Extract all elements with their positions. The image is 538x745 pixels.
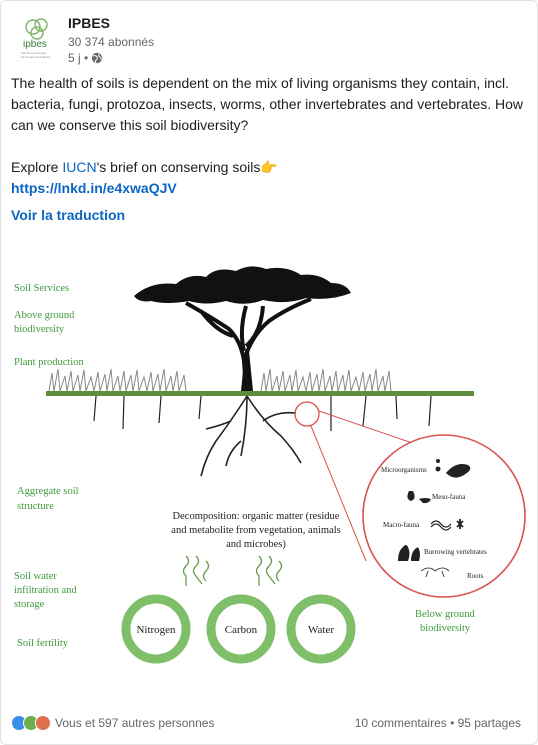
zoom-label-microorganisms: Microorganisms <box>381 466 427 474</box>
post-header <box>13 13 513 63</box>
post-meta <box>68 51 103 65</box>
label-soil-services: Soil Services <box>14 283 70 294</box>
post-link[interactable]: https://lnkd.in/e4xwaQJV <box>11 180 177 196</box>
pointing-hand-icon: 👉 <box>260 159 278 175</box>
decomposition-line-1: Decomposition: organic matter (residue <box>172 511 340 522</box>
label-above-ground: Above ground <box>14 310 75 321</box>
decomposition-line-3: and microbes) <box>226 539 286 550</box>
label-aggregate-2: structure <box>17 501 54 512</box>
flow-arrows <box>184 556 282 586</box>
svg-text:Science and Policy: Science and Policy <box>21 51 47 55</box>
reaction-count[interactable]: Vous et 597 autres personnes <box>55 716 215 730</box>
acacia-tree <box>134 266 351 391</box>
explore-line: Explore IUCN's brief on conserving soils👉 <box>11 159 278 175</box>
cycle-label-carbon: Carbon <box>224 624 258 636</box>
post-footer <box>11 713 521 733</box>
follower-count: 30 374 abonnés <box>68 35 155 49</box>
author-name[interactable]: IPBES <box>68 15 111 31</box>
ipbes-logo[interactable] <box>13 13 61 61</box>
label-above-ground-2: biodiversity <box>14 324 65 335</box>
nitrogen-cycle <box>126 597 186 661</box>
roots <box>94 396 431 476</box>
label-below-ground-2: biodiversity <box>420 623 471 634</box>
iucn-mention[interactable]: IUCN <box>62 159 97 175</box>
label-aggregate: Aggregate soil <box>17 486 79 497</box>
zoom-label-macro-fauna: Macro-fauna <box>383 521 420 529</box>
zoom-label-roots: Roots <box>467 572 484 580</box>
decomposition-line-2: and metabolite from vegetation, animals <box>171 525 341 536</box>
translate-button[interactable]: Voir la traduction <box>11 207 126 223</box>
grass-band <box>46 369 474 396</box>
nutrient-cycles <box>126 597 351 661</box>
label-soil-fertility: Soil fertility <box>17 638 69 649</box>
label-plant-production: Plant production <box>14 357 84 368</box>
label-below-ground: Below ground <box>415 609 475 620</box>
zoom-callout <box>295 402 525 597</box>
post-paragraph: The health of soils is dependent on the mix of living organisms they contain, incl. bacteria, fungi, protozoa, insects, worms, other invertebrates and vertebrates. How can we conserve this soil biodiversity? <box>11 75 524 133</box>
zoom-label-burrowing: Burrowing vertebrates <box>424 548 487 556</box>
post-body <box>11 73 526 199</box>
cycle-label-water: Water <box>308 624 334 636</box>
carbon-cycle <box>211 597 271 661</box>
label-soil-water-3: storage <box>14 599 45 610</box>
svg-text:for People and Nature: for People and Nature <box>21 55 51 59</box>
label-soil-water-2: infiltration and <box>14 585 77 596</box>
label-soil-water: Soil water <box>14 571 57 582</box>
reaction-icons[interactable] <box>11 715 47 731</box>
cycle-label-nitrogen: Nitrogen <box>136 624 176 636</box>
love-reaction-icon <box>35 715 51 731</box>
globe-icon <box>91 52 103 64</box>
soil-biodiversity-figure[interactable] <box>1 251 538 691</box>
post-age: 5 j • <box>68 51 89 65</box>
comments-shares-count[interactable]: 10 commentaires • 95 partages <box>354 716 521 730</box>
water-cycle <box>291 597 351 661</box>
svg-text:ipbes: ipbes <box>23 39 47 50</box>
zoom-label-meso-fauna: Meso-fauna <box>432 493 466 501</box>
